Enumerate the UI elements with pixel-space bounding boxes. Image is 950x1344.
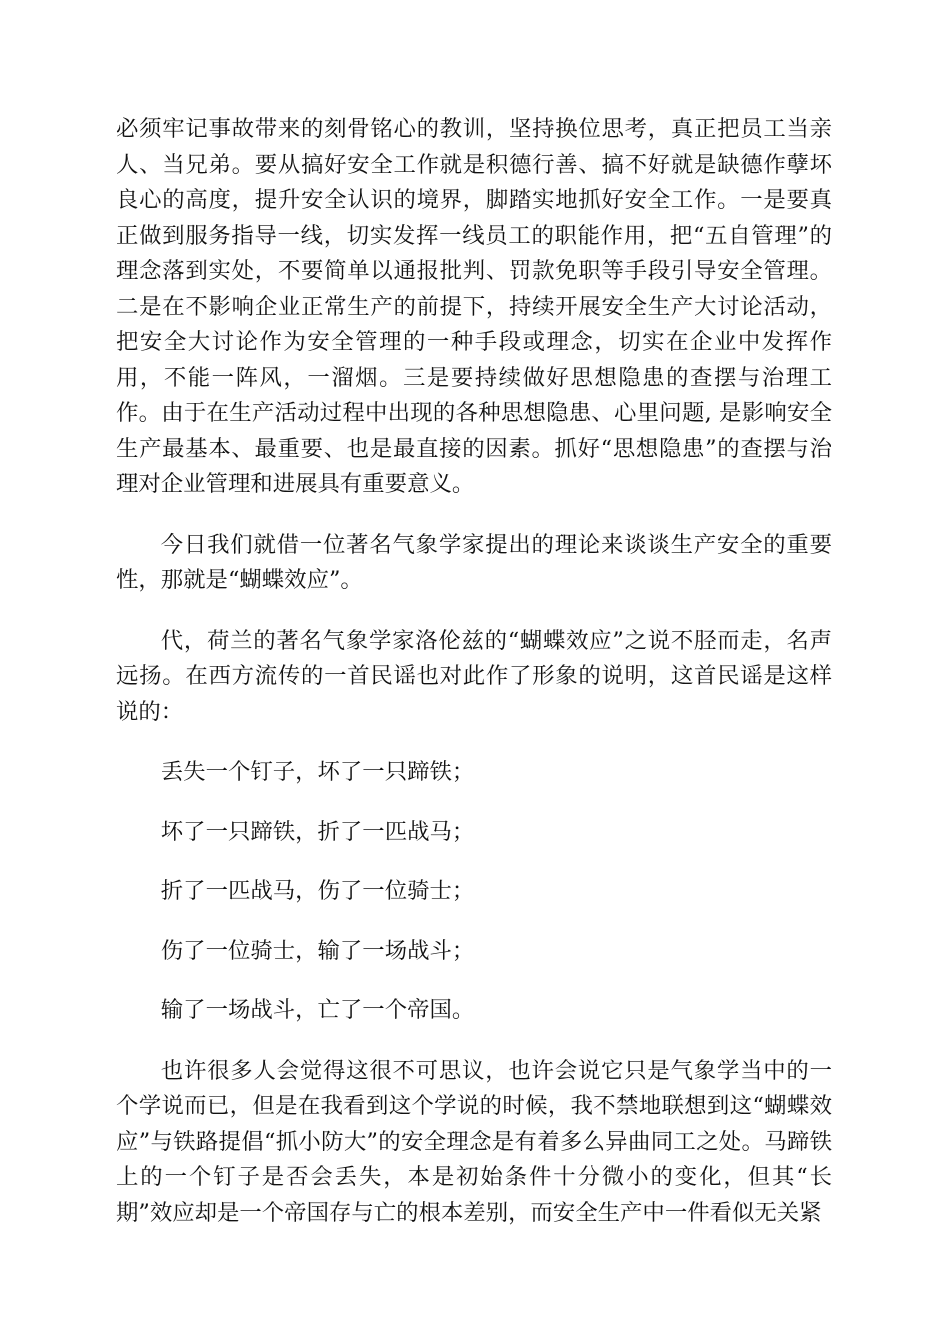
- paragraph-lorenz: 代，荷兰的著名气象学家洛伦兹的“蝴蝶效应”之说不胫而走，名声远扬。在西方流传的一首民谣也对此作了形象的说明，这首民谣是这样说的：: [116, 627, 832, 725]
- paragraph-butterfly-intro: 今日我们就借一位著名气象学家提出的理论来谈谈生产安全的重要性，那就是“蝴蝶效应”。: [116, 531, 832, 593]
- verse-line: 折了一匹战马，伤了一位骑士；: [160, 878, 475, 904]
- document-page: [116, 112, 832, 1231]
- verse-line: 丢失一个钉子，坏了一只蹄铁；: [160, 759, 475, 785]
- verse-line: 坏了一只蹄铁，折了一匹战马；: [160, 818, 475, 845]
- paragraph-closing: 也许很多人会觉得这很不可思议，也许会说它只是气象学当中的一个学说而已，但是在我看到这个学说的时候，我不禁地联想到这“蝴蝶效应”与铁路提倡“抓小防大”的安全理念是有着多么异曲同工之处。马蹄铁上的一个钉子是否会丢失，本是初始条件十分微小的变化，但其“长期”效应却是一个帝国存与亡的根本差别，而安全生产中一件看似无关紧: [116, 1057, 832, 1226]
- verse-line: 伤了一位骑士，输了一场战斗；: [160, 937, 475, 964]
- verse-line: 输了一场战斗，亡了一个帝国。: [160, 997, 475, 1023]
- paragraph-safety-measures: 必须牢记事故带来的刻骨铭心的教训，坚持换位思考，真正把员工当亲人、当兄弟。要从搞好安全工作就是积德行善、搞不好就是缺德作孽坏良心的高度，提升安全认识的境界，脚踏实地抓好安全工作。一是要真正做到服务指导一线，切实发挥一线员工的职能作用，把“五自管理”的理念落到实处，不要简单以通报批判、罚款免职等手段引导安全管理。二是在不影响企业正常生产的前提下，持续开展安全生产大讨论活动，把安全大讨论作为安全管理的一种手段或理念，切实在企业中发挥作用，不能一阵风，一溜烟。三是要持续做好思想隐患的查摆与治理工作。由于在生产活动过程中出现的各种思想隐患、心里问题, 是影响安全生产最基本、最重要、也是最直接的因素。抓好“思想隐患”的查摆与治理对企业管理和进展具有重要意义。: [116, 116, 832, 497]
